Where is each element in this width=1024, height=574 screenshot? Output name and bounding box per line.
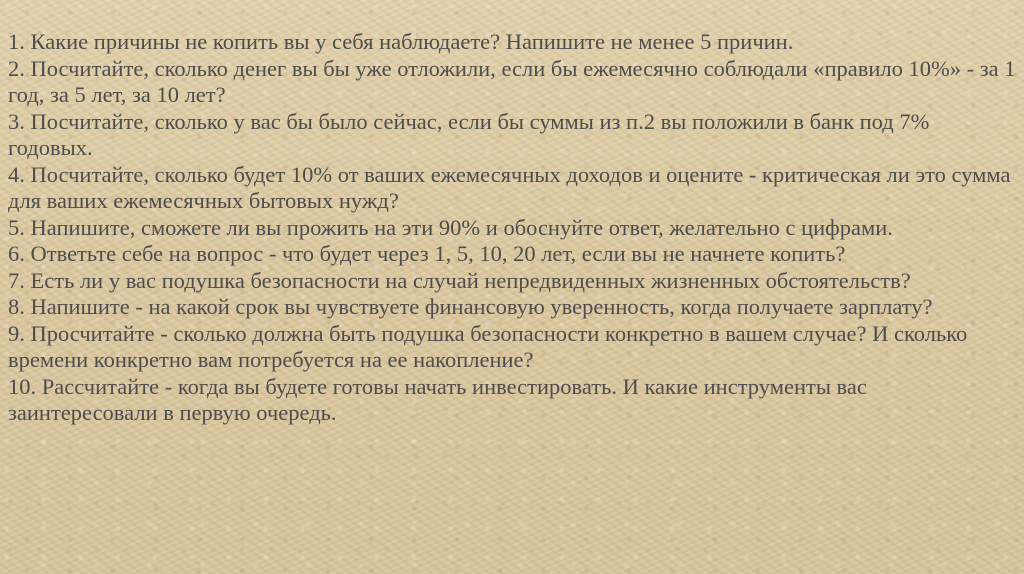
question-list xyxy=(8,29,1016,427)
list-item-1: 1. Какие причины не копить вы у себя наблюдаете? Напишите не менее 5 причин. xyxy=(8,29,794,54)
list-item-6: 6. Ответьте себе на вопрос - что будет через 1, 5, 10, 20 лет, если вы не начнете копить? xyxy=(8,241,846,266)
list-item-4: 4. Посчитайте, сколько будет 10% от ваших ежемесячных доходов и оцените - критическая ли это сумма для ваших ежемесячных бытовых нужд? xyxy=(8,161,1011,213)
list-item-5: 5. Напишите, сможете ли вы прожить на эти 90% и обоснуйте ответ, желательно с цифрами. xyxy=(8,214,893,240)
list-item-8: 8. Напишите - на какой срок вы чувствуете финансовую уверенность, когда получаете зарплату? xyxy=(8,294,933,319)
list-item-9: 9. Просчитайте - сколько должна быть подушка безопасности конкретно в вашем случае? И сколько времени конкретно вам потребуется на ее накопление? xyxy=(8,320,968,372)
list-item-10: 10. Рассчитайте - когда вы будете готовы начать инвестировать. И какие инструменты вас заинтересовали в первую очередь. xyxy=(8,373,867,425)
list-item-7: 7. Есть ли у вас подушка безопасности на случай непредвиденных жизненных обстоятельств? xyxy=(8,267,911,293)
list-item-2: 2. Посчитайте, сколько денег вы бы уже отложили, если бы ежемесячно соблюдали «правило 10%» - за 1 год, за 5 лет, за 10 лет? xyxy=(8,55,1016,107)
list-item-3: 3. Посчитайте, сколько у вас бы было сейчас, если бы суммы из п.2 вы положили в банк под 7% годовых. xyxy=(8,108,930,160)
